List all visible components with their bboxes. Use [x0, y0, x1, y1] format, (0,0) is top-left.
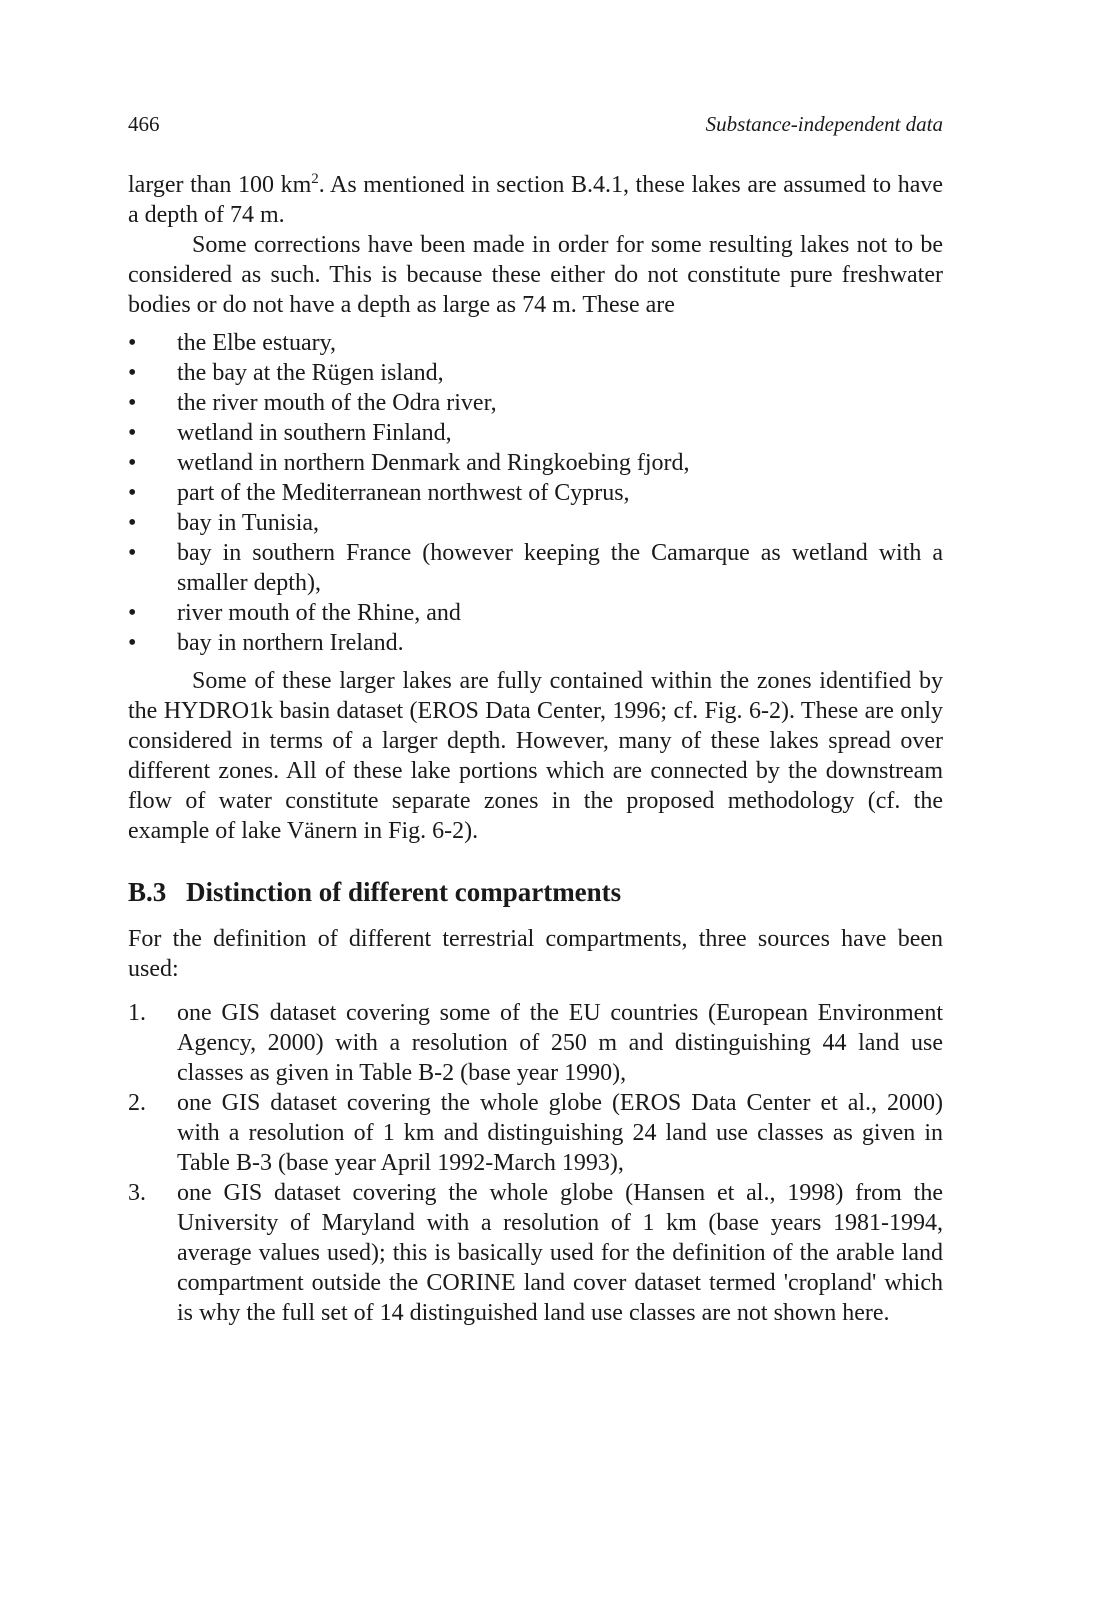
section-heading: [128, 875, 943, 909]
bullet-symbol: •: [128, 480, 137, 506]
sources-numbered-list: [128, 998, 943, 1328]
item-number: 2.: [128, 1090, 146, 1116]
bullet-item: [128, 328, 943, 358]
page-body: [128, 170, 943, 1328]
bullet-item: [128, 388, 943, 418]
bullet-item-text: the river mouth of the Odra river,: [177, 390, 497, 416]
paragraph-lake-size-start: larger than 100 km: [128, 172, 312, 198]
paragraph-sources-intro: For the definition of different terrestrial compartments, three sources have been used:: [128, 926, 943, 982]
bullet-item-text: the bay at the Rügen island,: [177, 360, 444, 386]
bullet-item: [128, 538, 943, 598]
bullet-item: [128, 628, 943, 658]
numbered-item: [128, 1178, 943, 1328]
bullet-item: [128, 478, 943, 508]
bullet-symbol: •: [128, 450, 137, 476]
bullet-item: [128, 508, 943, 538]
bullet-symbol: •: [128, 360, 137, 386]
numbered-item-text: one GIS dataset covering some of the EU countries (European Environment Agency, 2000) with a resolution of 250 m and distinguishing 44 land use classes as given in Table B-2 (base year 1990),: [177, 1000, 943, 1086]
bullet-item-text: part of the Mediterranean northwest of Cyprus,: [177, 480, 630, 506]
bullet-symbol: •: [128, 330, 137, 356]
item-number: 3.: [128, 1180, 146, 1206]
numbered-item-text: one GIS dataset covering the whole globe (Hansen et al., 1998) from the University of Maryland with a resolution of 1 km (base years 1981-1994, average values used); this is basically used for the definition of the arable land compartment outside the CORINE land cover dataset termed 'cropland' which is why the full set of 14 distinguished land use classes are not shown here.: [177, 1180, 943, 1326]
paragraph-lake-size: [128, 170, 943, 230]
bullet-item-text: the Elbe estuary,: [177, 330, 337, 356]
numbered-item-text: one GIS dataset covering the whole globe (EROS Data Center et al., 2000) with a resolution of 1 km and distinguishing 24 land use classes as given in Table B-3 (base year April 1992-March 1993),: [177, 1090, 943, 1176]
paragraph-corrections: Some corrections have been made in order for some resulting lakes not to be considered as such. This is because these either do not constitute pure freshwater bodies or do not have a depth as large as 74 m. These are: [128, 232, 943, 318]
paragraph-hydro1k: Some of these larger lakes are fully contained within the zones identified by the HYDRO1k basin dataset (EROS Data Center, 1996; cf. Fig. 6-2). These are only considered in terms of a larger depth. However, many of these lakes spread over different zones. All of these lake portions which are connected by the downstream flow of water constitute separate zones in the proposed methodology (cf. the example of lake Vänern in Fig. 6-2).: [128, 668, 943, 844]
bullet-item-text: bay in northern Ireland.: [177, 630, 404, 656]
superscript-exponent: 2: [311, 171, 319, 187]
section-number: B.3: [128, 877, 167, 907]
paragraph-lake-size-end: . As mentioned in section B.4.1, these lakes are assumed to have a depth of 74 m.: [128, 172, 944, 228]
bullet-symbol: •: [128, 420, 137, 446]
running-head: [128, 112, 943, 142]
running-title: Substance-independent data: [705, 112, 943, 136]
bullet-symbol: •: [128, 630, 137, 656]
bullet-item-text: bay in Tunisia,: [177, 510, 320, 536]
bullet-symbol: •: [128, 390, 137, 416]
bullet-symbol: •: [128, 600, 137, 626]
page-number: 466: [128, 112, 160, 136]
bullet-item-text: wetland in southern Finland,: [177, 420, 452, 446]
numbered-item: [128, 998, 943, 1088]
numbered-item: [128, 1088, 943, 1178]
corrections-bullet-list: [128, 328, 943, 658]
bullet-item: [128, 598, 943, 628]
bullet-symbol: •: [128, 540, 137, 566]
bullet-item: [128, 448, 943, 478]
bullet-item-text: river mouth of the Rhine, and: [177, 600, 461, 626]
bullet-item: [128, 358, 943, 388]
bullet-item-text: bay in southern France (however keeping the Camarque as wetland with a smaller depth),: [177, 540, 943, 596]
bullet-symbol: •: [128, 510, 137, 536]
section-title: Distinction of different compartments: [186, 877, 622, 907]
bullet-item: [128, 418, 943, 448]
bullet-item-text: wetland in northern Denmark and Ringkoebing fjord,: [177, 450, 690, 476]
item-number: 1.: [128, 1000, 146, 1026]
